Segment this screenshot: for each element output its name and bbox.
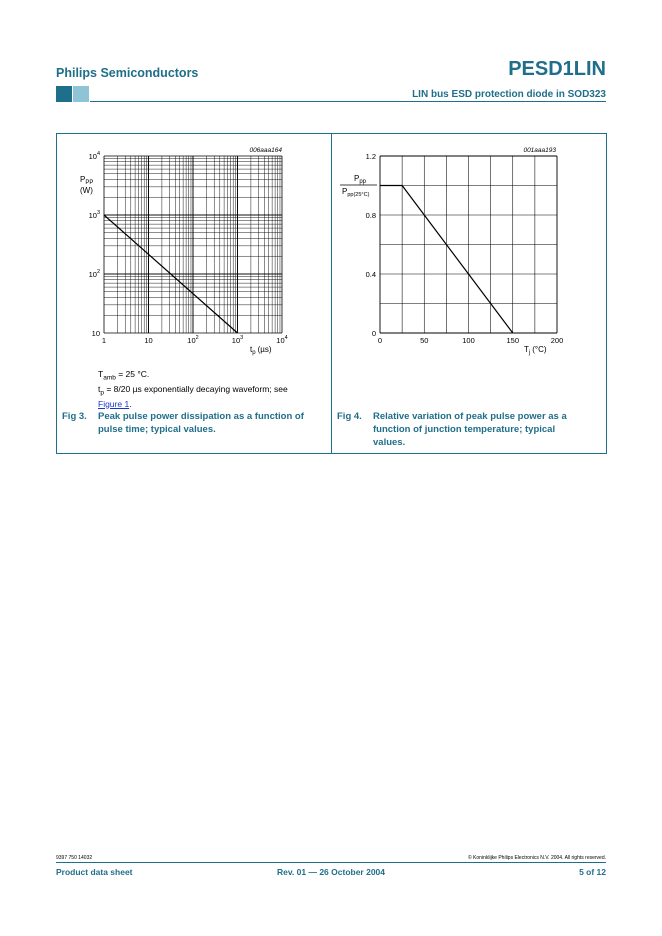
fig3-ylabel: $P_{PP}$	[80, 175, 94, 186]
fig3-x-tick-label: 10	[144, 336, 153, 345]
fig4-label: Fig 4.	[337, 411, 362, 422]
fig3-x-tick-label: 1	[101, 336, 107, 345]
brand-block-dark	[56, 86, 72, 102]
doc-type: Product data sheet	[56, 867, 133, 877]
fig4-chart	[332, 134, 604, 364]
product-subtitle: LIN bus ESD protection diode in SOD323	[412, 89, 606, 100]
fig3-y-tick-label: $10^4$	[88, 151, 100, 161]
brand-block-light	[73, 86, 89, 102]
header-rule	[90, 101, 606, 102]
fig4-y-tick-label: 0.8	[365, 211, 376, 220]
fig3-label: Fig 3.	[62, 411, 87, 422]
fig4-y-tick-label: 1.2	[365, 152, 376, 161]
fig3-x-tick-label: $10^2$	[187, 335, 199, 345]
revision: Rev. 01 — 26 October 2004	[276, 867, 386, 877]
footer-rule	[56, 862, 606, 863]
fig4-x-tick-label: 150	[506, 336, 520, 345]
fig4-ylabel-numerator: $P_{pp}$	[353, 174, 367, 185]
fig3-x-tick-label: $10^4$	[276, 335, 288, 345]
fig4-xlabel: $T_j$ (°C)	[524, 345, 547, 356]
fig4-tick-labels	[366, 152, 564, 345]
fig4-x-tick-label: 100	[462, 336, 475, 345]
fig4-x-tick-label: 50	[420, 336, 429, 345]
fig4-x-tick-label: 0	[377, 336, 383, 345]
fig3-y-tick-label: 10	[91, 329, 100, 338]
fig3-chart	[56, 134, 331, 364]
fig3-tick-labels	[89, 151, 288, 345]
fig4-code: 001aaa193	[523, 147, 556, 154]
fig3-x-tick-label: $10^3$	[231, 335, 244, 345]
fig4-y-tick-label: 0.4	[365, 270, 376, 279]
product-title: PESD1LIN	[508, 58, 606, 80]
fig3-note-2: $t_p = 8/20$ µs exponentially decaying waveform; see Figure 1.	[98, 384, 288, 409]
copyright: © Koninklijke Philips Electronics N.V. 2004. All rights reserved.	[467, 855, 606, 861]
fig3-xlabel: $t_p$ (µs)	[250, 345, 272, 356]
fig3-y-tick-label: $10^3$	[88, 210, 100, 220]
fig4-ylabel-denominator: $P_{pp(25^\circ C)}$	[342, 187, 370, 198]
fig3-grid	[104, 156, 282, 333]
fig4-caption: Relative variation of peak pulse power as a function of junction temperature; typical values.	[373, 411, 567, 448]
fig3-note-1: $T_{amb} = 25$ °C.	[98, 369, 150, 382]
figure-1-link[interactable]: Figure 1	[98, 398, 130, 409]
doc-number: 9397 750 14032	[56, 855, 93, 861]
fig3-y-tick-label: $10^2$	[88, 269, 100, 279]
fig4-y-tick-label: 0	[371, 329, 376, 338]
fig3-caption: Peak pulse power dissipation as a function of pulse time; typical values.	[98, 411, 304, 435]
page-number: 5 of 12	[579, 867, 606, 877]
fig3-ylabel-unit: (W)	[80, 186, 93, 195]
fig3-code: 006aaa164	[249, 147, 282, 154]
fig4-grid	[380, 156, 557, 333]
company-name: Philips Semiconductors	[56, 66, 199, 80]
fig4-x-tick-label: 200	[550, 336, 564, 345]
